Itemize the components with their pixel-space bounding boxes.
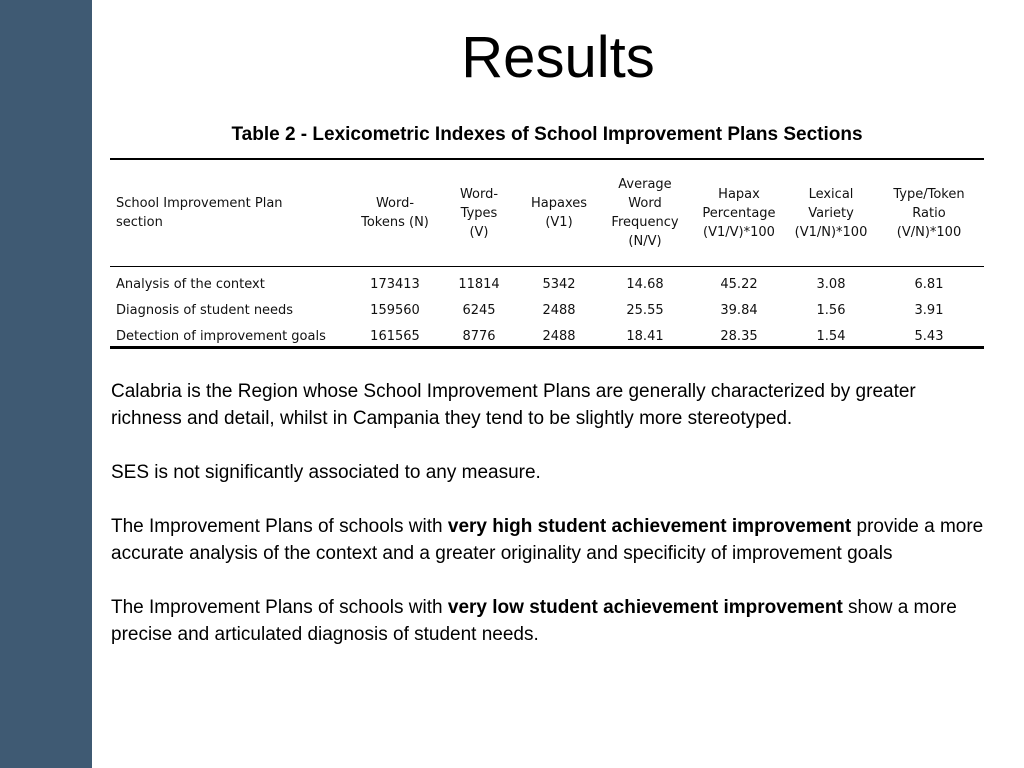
value-cell: 39.84	[720, 302, 758, 318]
column-header-line: (V)	[469, 224, 489, 240]
column-header-line: (N/V)	[628, 234, 662, 249]
p3-text-post: provide a more accurate analysis of the context and a greater originality and specificity of improvement goals	[111, 516, 984, 564]
side-accent-bar	[0, 0, 92, 768]
column-header-line: Hapaxes	[530, 196, 588, 211]
value-cell: 1.54	[816, 328, 846, 344]
lexicometric-table	[110, 158, 984, 349]
column-header-line: Percentage	[702, 205, 776, 221]
body-text	[111, 378, 991, 675]
column-header	[350, 160, 440, 267]
value-cell: 161565	[370, 328, 420, 344]
column-header-line: (V1)	[545, 215, 573, 230]
column-header-line: Frequency	[611, 215, 679, 230]
value-cell: 25.55	[626, 302, 664, 318]
paragraph-ses: SES is not significantly associated to any measure.	[111, 462, 541, 483]
value-cell: 173413	[370, 276, 420, 292]
paragraph-low-achievement	[111, 594, 991, 648]
column-header-line: Word-	[375, 196, 415, 211]
value-cell: 6245	[462, 302, 496, 318]
value-cell: 28.35	[720, 328, 758, 344]
column-header-line: Variety	[808, 205, 854, 221]
p4-text-pre: The Improvement Plans of schools with	[111, 597, 448, 618]
column-header	[788, 160, 874, 267]
table-body	[110, 267, 984, 350]
column-header	[690, 160, 788, 267]
value-cell: 11814	[458, 276, 500, 292]
p3-text-bold: very high student achievement improvement	[447, 516, 852, 537]
column-header-line: Average	[618, 177, 672, 192]
column-header-line: Ratio	[912, 205, 946, 221]
column-header-line: (V/N)*100	[896, 224, 962, 240]
p4-text-bold: very low student achievement improvement	[447, 597, 843, 618]
table-header-row	[110, 160, 984, 267]
value-cell: 45.22	[720, 276, 758, 292]
column-header-line: Types	[460, 205, 498, 221]
table-row	[110, 267, 984, 298]
value-cell: 5.43	[914, 328, 944, 344]
value-cell: 8776	[462, 328, 496, 344]
column-header	[110, 160, 350, 267]
value-cell: 3.91	[914, 302, 944, 318]
column-header-line: (V1/N)*100	[794, 224, 868, 240]
column-header-line: Word	[628, 196, 662, 211]
p4-text-post: show a more precise and articulated diagnosis of student needs.	[111, 597, 957, 645]
slide-title: Results	[461, 25, 655, 90]
paragraph-regions: Calabria is the Region whose School Improvement Plans are generally characterized by greater richness and detail, whilst in Campania they tend to be slightly more stereotyped.	[111, 381, 916, 429]
column-header-line: section	[116, 215, 163, 230]
row-label-cell: Analysis of the context	[116, 276, 265, 292]
value-cell: 5342	[542, 276, 576, 292]
data-table	[110, 160, 984, 349]
value-cell: 14.68	[626, 276, 664, 292]
column-header-line: (V1/V)*100	[703, 224, 775, 240]
column-header	[874, 160, 984, 267]
column-header-line: Tokens (N)	[361, 215, 429, 230]
row-label-cell: Diagnosis of student needs	[116, 302, 294, 318]
p3-text-pre: The Improvement Plans of schools with	[111, 516, 448, 537]
column-header	[440, 160, 518, 267]
column-header-line: School Improvement Plan	[116, 196, 283, 211]
column-header-line: Word-	[459, 186, 499, 202]
column-header	[600, 160, 690, 267]
paragraph-high-achievement	[111, 513, 991, 567]
row-label-cell: Detection of improvement goals	[116, 328, 326, 344]
value-cell: 3.08	[816, 276, 846, 292]
value-cell: 2488	[542, 328, 576, 344]
value-cell: 1.56	[816, 302, 846, 318]
table-row	[110, 297, 984, 323]
value-cell: 2488	[542, 302, 576, 318]
value-cell: 18.41	[626, 328, 664, 344]
column-header-line: Lexical	[808, 186, 854, 202]
column-header	[518, 160, 600, 267]
table-row	[110, 323, 984, 349]
value-cell: 159560	[370, 302, 420, 318]
column-header-line: Type/Token	[893, 186, 965, 202]
table-caption: Table 2 - Lexicometric Indexes of School Improvement Plans Sections	[231, 124, 863, 145]
value-cell: 6.81	[914, 276, 944, 292]
column-header-line: Hapax	[718, 186, 760, 202]
